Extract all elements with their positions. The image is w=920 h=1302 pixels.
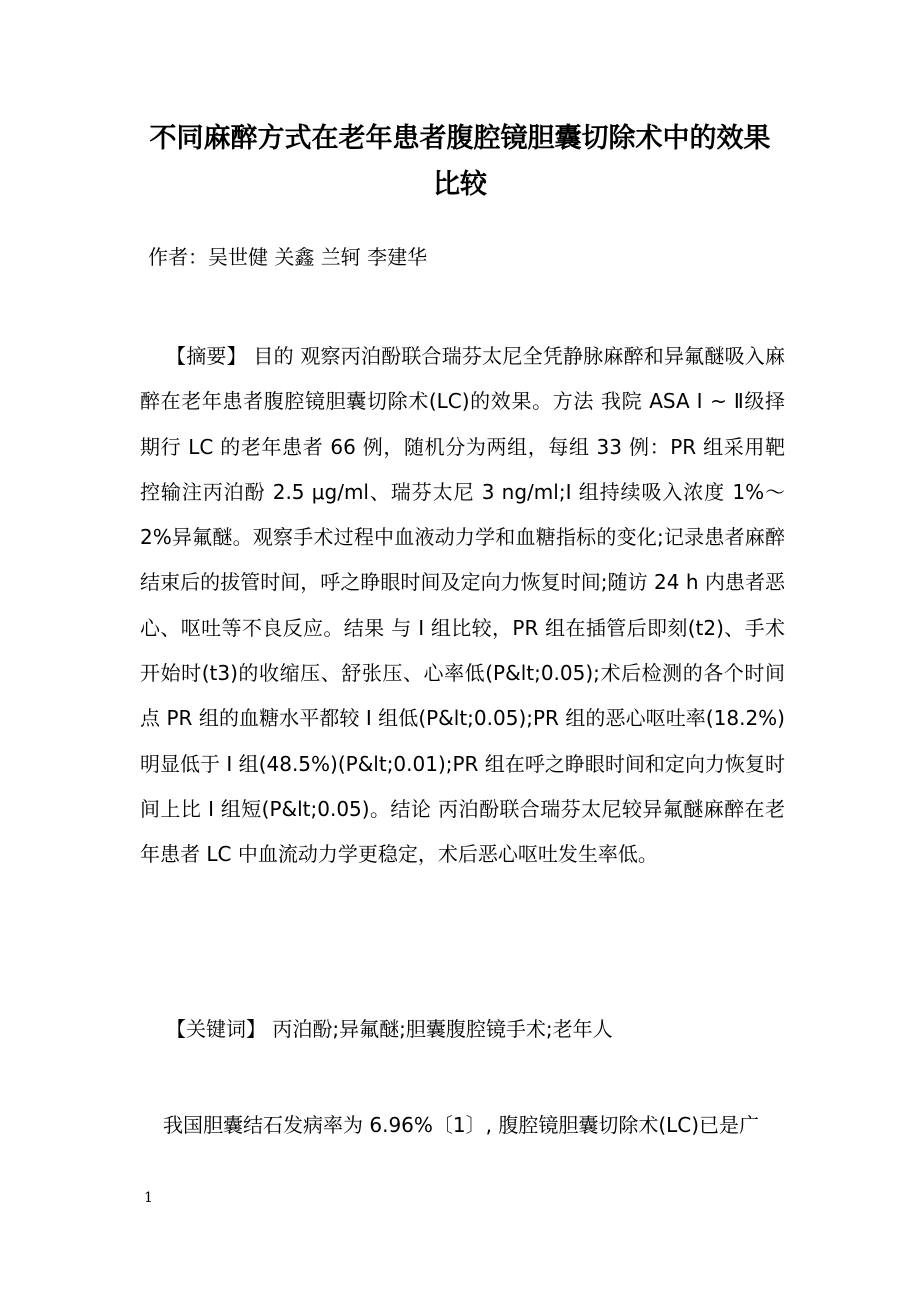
abstract-paragraph <box>140 334 785 878</box>
page-number: 1 <box>144 1190 153 1206</box>
keywords-paragraph <box>166 1012 613 1046</box>
body-paragraph: 我国胆囊结石发病率为 6.96%〔1〕, 腹腔镜胆囊切除术(LC)已是广 <box>163 1113 760 1137</box>
abstract-text: 目的 观察丙泊酚联合瑞芬太尼全凭静脉麻醉和异氟醚吸入麻醉在老年患者腹腔镜胆囊切除术(LC)的效果。方法 我院 ASA Ⅰ ~ Ⅱ级择期行 LC 的老年患者 66 例，随机分为两组，每组 33 例：PR 组采用靶控输注丙泊酚 2.5 μg/ml、瑞芬太尼 3 ng/ml;I 组持续吸入浓度 1%～2%异氟醚。观察手术过程中血液动力学和血糖指标的变化;记录患者麻醉结束后的拔管时间，呼之睁眼时间及定向力恢复时间;随访 24 h 内患者恶心、呕吐等不良反应。结果 与 I 组比较，PR 组在插管后即刻(t2)、手术开始时(t3)的收缩压、舒张压、心率低(P&lt;0.05);术后检测的各个时间点 PR 组的血糖水平都较 I 组低(P&lt;0.05);PR 组的恶心呕吐率(18.2%)明显低于 I 组(48.5%)(P&lt;0.01);PR 组在呼之睁眼时间和定向力恢复时间上比 I 组短(P&lt;0.05)。结论 丙泊酚联合瑞芬太尼较异氟醚麻醉在老年患者 LC 中血流动力学更稳定，术后恶心呕吐发生率低。 <box>140 344 785 867</box>
keywords-label: 【关键词】 <box>166 1017 266 1041</box>
keywords-text: 丙泊酚;异氟醚;胆囊腹腔镜手术;老年人 <box>266 1017 613 1041</box>
document-title: 不同麻醉方式在老年患者腹腔镜胆囊切除术中的效果比较 <box>149 123 771 200</box>
abstract-label: 【摘要】 <box>166 344 247 368</box>
authors-line: 作者：吴世健 关鑫 兰轲 李建华 <box>148 245 428 269</box>
